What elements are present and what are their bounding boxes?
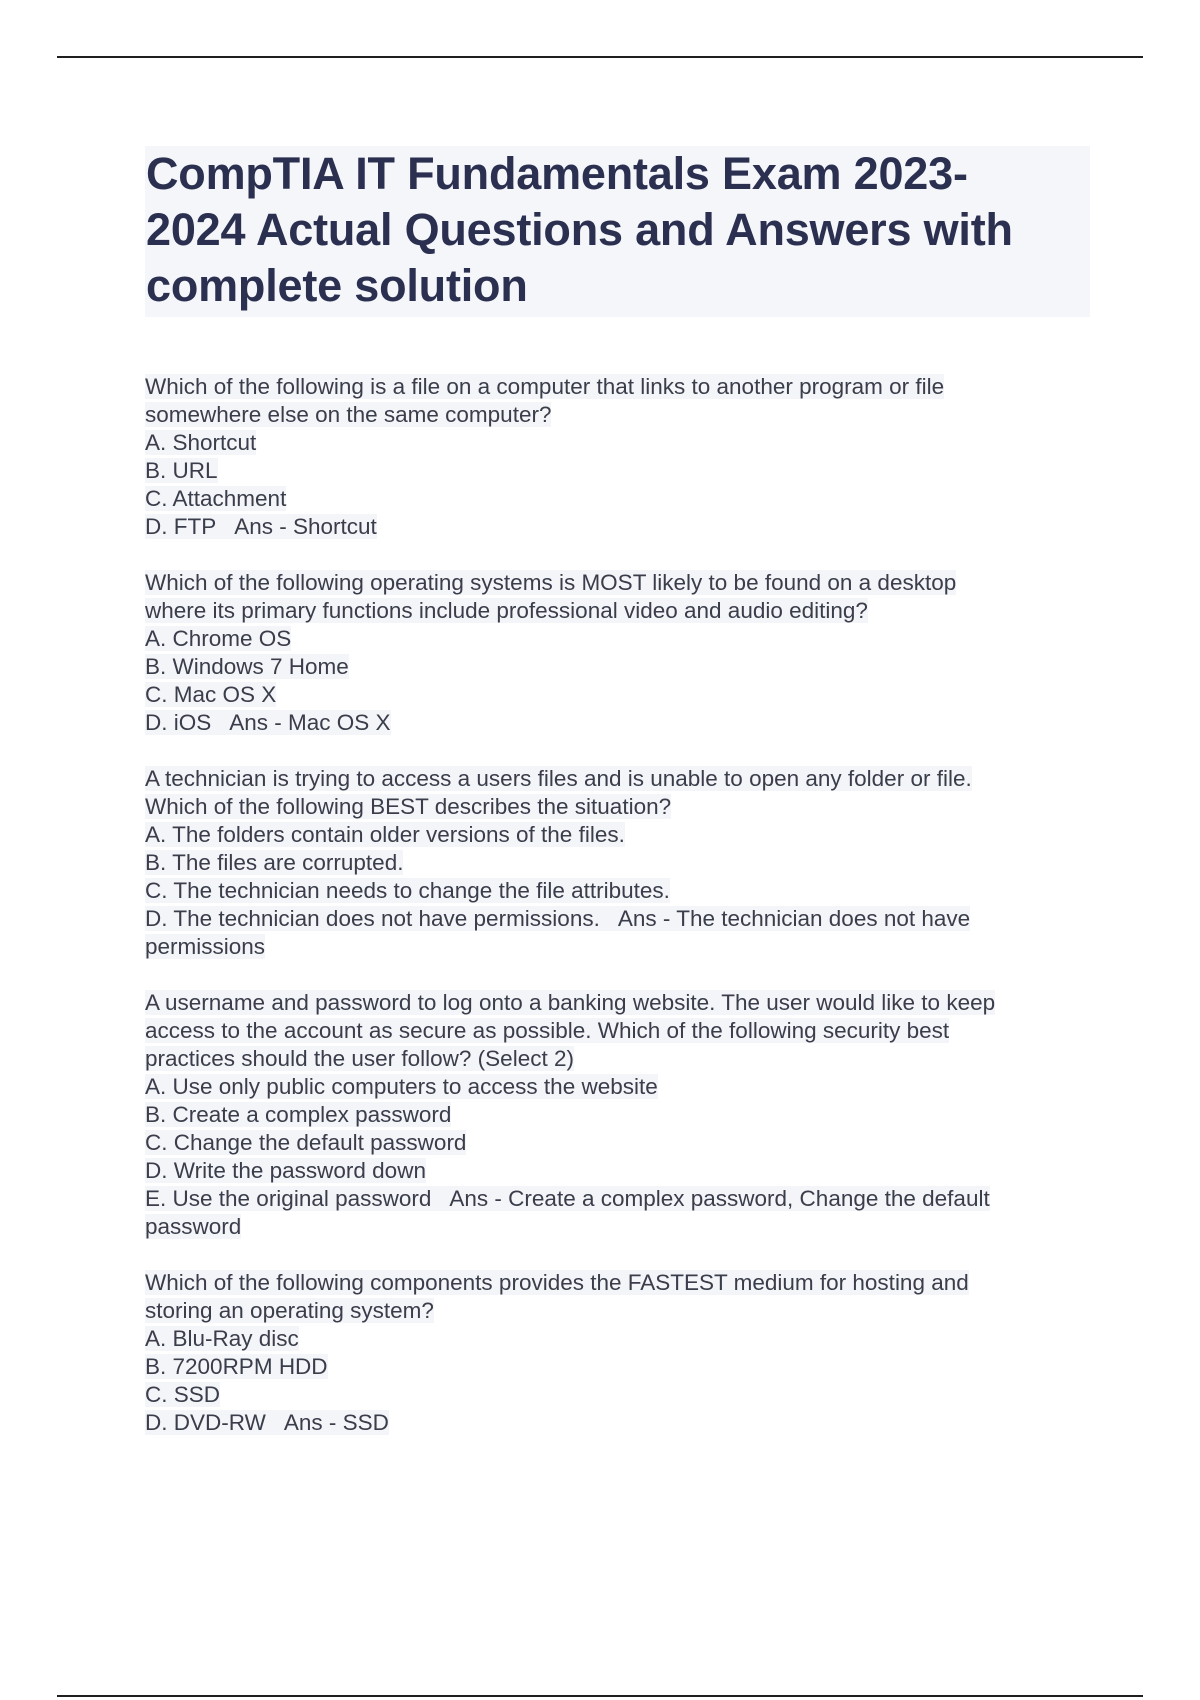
option-b: B. Windows 7 Home — [145, 654, 349, 679]
answer-text: Ans - The technician does not have — [617, 906, 971, 931]
option-d: D. DVD-RW — [145, 1410, 266, 1435]
question-block-2 — [145, 569, 1090, 737]
top-rule — [57, 56, 1143, 58]
question-text: practices should the user follow? (Select 2) — [145, 1046, 574, 1071]
question-text: storing an operating system? — [145, 1298, 434, 1323]
question-block-1 — [145, 373, 1090, 541]
answer-text-continued: password — [145, 1214, 242, 1239]
option-a: A. Use only public computers to access the website — [145, 1074, 658, 1099]
question-text: A technician is trying to access a users files and is unable to open any folder or file. — [145, 766, 972, 791]
question-text: access to the account as secure as possible. Which of the following security best — [145, 1018, 950, 1043]
option-b: B. Create a complex password — [145, 1102, 452, 1127]
option-c: C. The technician needs to change the file attributes. — [145, 878, 670, 903]
title-line: CompTIA IT Fundamentals Exam 2023- — [146, 148, 968, 199]
option-a: A. Shortcut — [145, 430, 257, 455]
option-c: C. SSD — [145, 1382, 221, 1407]
question-text: Which of the following operating systems is MOST likely to be found on a desktop — [145, 570, 957, 595]
answer-text-continued: permissions — [145, 934, 266, 959]
option-d: D. iOS — [145, 710, 212, 735]
option-e: E. Use the original password — [145, 1186, 432, 1211]
question-list — [145, 373, 1090, 1437]
option-b: B. The files are corrupted. — [145, 850, 404, 875]
question-text: A username and password to log onto a banking website. The user would like to keep — [145, 990, 996, 1015]
answer-text: Ans - Mac OS X — [229, 710, 391, 735]
bottom-rule — [57, 1695, 1143, 1697]
question-text: Which of the following components provides the FASTEST medium for hosting and — [145, 1270, 969, 1295]
option-c: C. Change the default password — [145, 1130, 467, 1155]
option-d: D. The technician does not have permissions. — [145, 906, 600, 931]
question-text: somewhere else on the same computer? — [145, 402, 552, 427]
option-a: A. Blu-Ray disc — [145, 1326, 299, 1351]
document-title — [145, 146, 1090, 317]
option-d: D. Write the password down — [145, 1158, 426, 1183]
title-line: 2024 Actual Questions and Answers with — [146, 204, 1013, 255]
question-text: Which of the following BEST describes the situation? — [145, 794, 672, 819]
title-line: complete solution — [146, 260, 528, 311]
option-c: C. Mac OS X — [145, 682, 277, 707]
question-block-5 — [145, 1269, 1090, 1437]
answer-text: Ans - Create a complex password, Change the default — [449, 1186, 990, 1211]
question-block-4 — [145, 989, 1090, 1241]
option-c: C. Attachment — [145, 486, 287, 511]
answer-text: Ans - SSD — [283, 1410, 389, 1435]
option-a: A. Chrome OS — [145, 626, 292, 651]
option-d: D. FTP — [145, 514, 217, 539]
option-b: B. URL — [145, 458, 218, 483]
question-text: where its primary functions include professional video and audio editing? — [145, 598, 868, 623]
question-block-3 — [145, 765, 1090, 961]
option-b: B. 7200RPM HDD — [145, 1354, 328, 1379]
answer-text: Ans - Shortcut — [234, 514, 377, 539]
option-a: A. The folders contain older versions of the files. — [145, 822, 625, 847]
question-text: Which of the following is a file on a computer that links to another program or file — [145, 374, 945, 399]
document-body — [145, 146, 1090, 1465]
